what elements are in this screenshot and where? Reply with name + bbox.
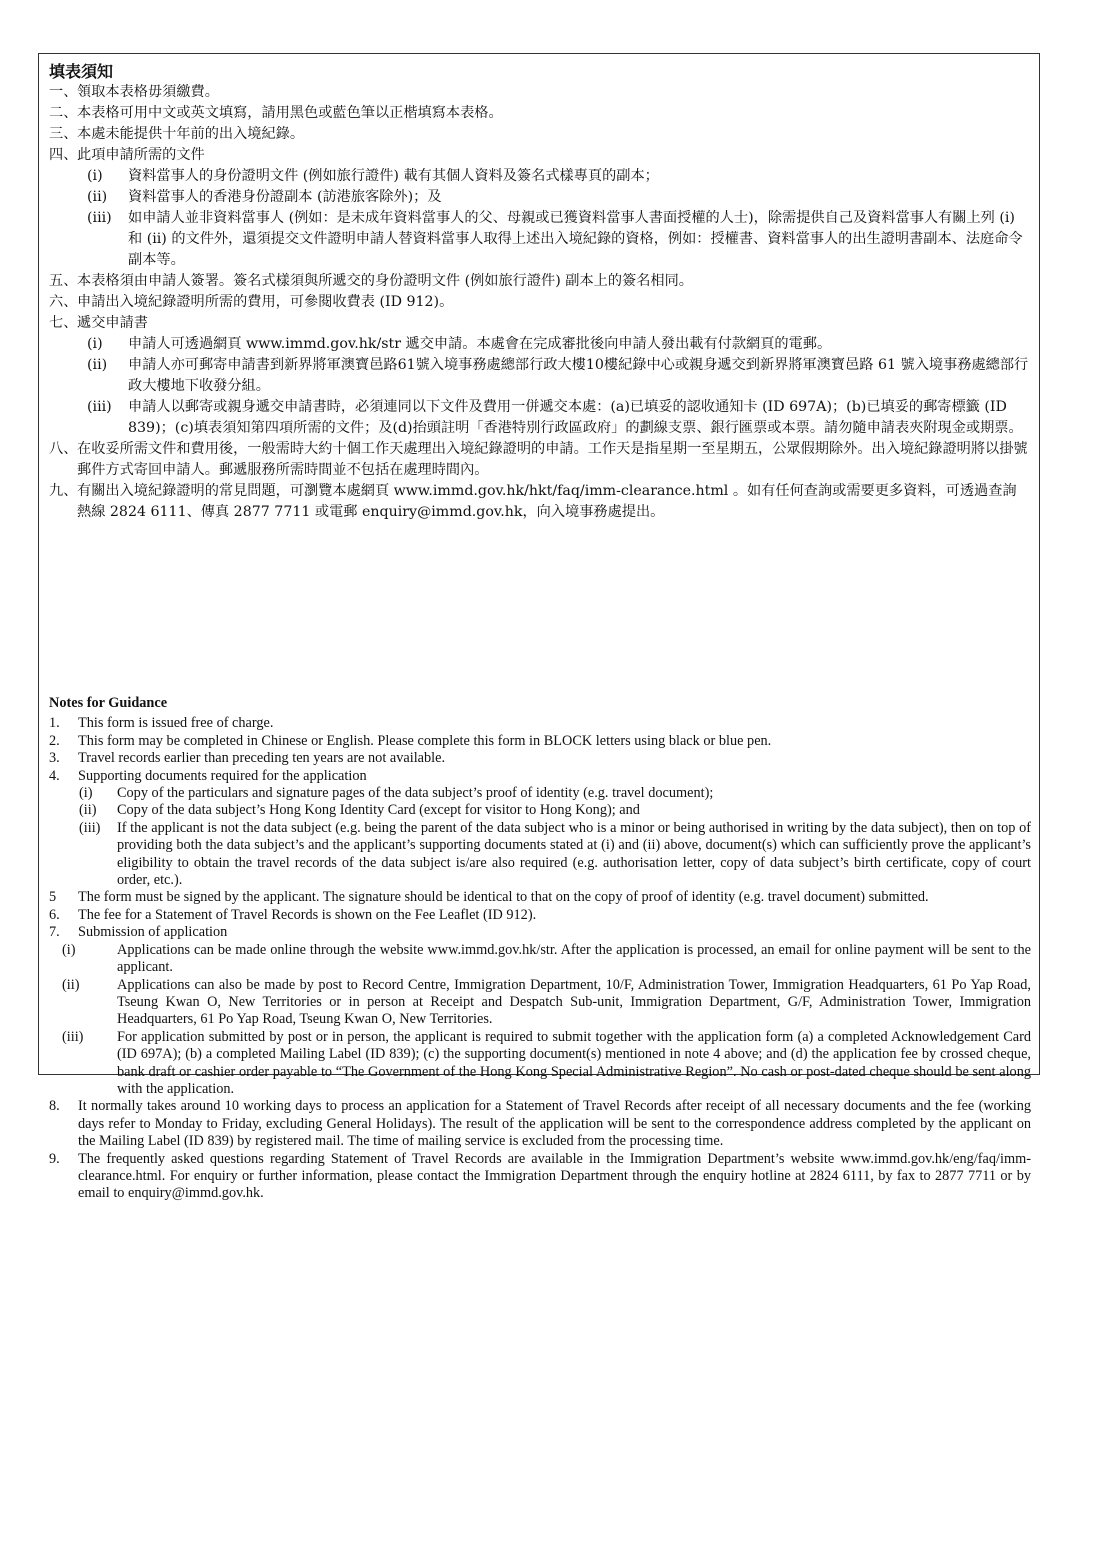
en-note-9 <box>49 1151 1031 1203</box>
note-number: 3. <box>49 750 60 767</box>
note-number: 8. <box>49 1098 60 1115</box>
en-note-7 <box>49 924 1031 941</box>
notes-frame <box>38 53 1040 1202</box>
note-text: The frequently asked questions regarding Statement of Travel Records are available in the Immigration Department’s website www.immd.gov.hk/eng/faq/imm-clearance.html. For enquiry or further information, please contact the Immigration Department through the enquiry hotline at 2824 6111, by fax to 2877 7711 or by email to enquiry@immd.gov.hk. <box>78 1150 1031 1202</box>
sub-number: (ii) <box>87 189 108 205</box>
en-note-8 <box>49 1098 1031 1150</box>
en-note-6 <box>49 907 1031 924</box>
zh-note-9 <box>49 481 1029 523</box>
note-number: 九、 <box>49 483 78 499</box>
note-number: 一、 <box>49 84 78 100</box>
sub-number: (iii) <box>62 1028 84 1045</box>
sub-text: 申請人亦可郵寄申請書到新界將軍澳寶邑路61號入境事務處總部行政大樓10樓紀錄中心或親身遞交到新界將軍澳寶邑路 61 號入境事務處總部行政大樓地下收發分組。 <box>128 357 1029 394</box>
sub-number: (ii) <box>87 357 108 373</box>
sub-number: (ii) <box>79 802 97 819</box>
note-number: 9. <box>49 1150 60 1167</box>
sub-text: If the applicant is not the data subject (e.g. being the parent of the data subject who is a minor or being authorised in writing by the data subject), then on top of providing both the data subject’s and the applicant’s supporting documents stated at (i) and (ii) above, document(s) which can sufficiently prove the applicant’s eligibility to obtain the travel records of the data subject is/are also required (e.g. authorisation letter, copy of data subject’s birth certificate, copy of court order, etc.). <box>117 819 1031 889</box>
sub-text: 如申請人並非資料當事人 (例如：是未成年資料當事人的父、母親或已獲資料當事人書面授權的人士)，除需提供自己及資料當事人有關上列 (i) 和 (ii) 的文件外，還須提交文件證明申請人替資料當事人取得上述出入境紀錄的資格，例如：授權書、資料當事人的出生證明書副本、法庭命令副本等。 <box>128 210 1023 268</box>
note-number: 二、 <box>49 105 78 121</box>
note-text: This form may be completed in Chinese or English. Please complete this form in BLOCK letters using black or blue pen. <box>78 732 772 749</box>
note-text: It normally takes around 10 working days to process an application for a Statement of Travel Records after receipt of all necessary documents and the fee (working days refer to Monday to Friday, excluding General Holidays). The result of the application will be sent to the correspondence address completed by the applicant on the Mailing Label (ID 839) by registered mail. The time of mailing service is excluded from the processing time. <box>78 1098 1031 1150</box>
sub-number: (i) <box>79 785 93 802</box>
en-note-1 <box>49 715 1031 732</box>
zh-note-4-ii <box>49 187 1029 208</box>
en-note-7-i <box>49 942 1031 977</box>
sub-text: Copy of the data subject’s Hong Kong Identity Card (except for visitor to Hong Kong); and <box>117 802 640 819</box>
zh-note-4-iii <box>49 208 1029 271</box>
zh-note-2 <box>49 103 1029 124</box>
sub-text: Applications can also be made by post to Record Centre, Immigration Department, 10/F, Administration Tower, Immigration Headquarters, 61 Po Yap Road, Tseung Kwan O, New Territories or in person at Receipt and Despatch Sub-unit, Immigration Department, G/F, Administration Tower, Immigration Headquarters, 61 Po Yap Road, Tseung Kwan O, New Territories. <box>117 976 1031 1028</box>
zh-note-7-i <box>49 334 1029 355</box>
zh-note-1 <box>49 82 1029 103</box>
zh-note-7 <box>49 313 1029 334</box>
sub-text: 資料當事人的香港身份證副本 (訪港旅客除外)；及 <box>128 189 442 205</box>
note-text: 遞交申請書 <box>77 315 148 331</box>
note-number: 五、 <box>49 273 78 289</box>
note-number: 6. <box>49 906 60 923</box>
note-text: 申請出入境紀錄證明所需的費用，可參閱收費表 (ID 912)。 <box>77 294 454 310</box>
note-text: The fee for a Statement of Travel Records is shown on the Fee Leaflet (ID 912). <box>78 906 537 923</box>
chinese-notes-title: 填表須知 <box>49 62 114 81</box>
note-text: Submission of application <box>78 924 228 941</box>
note-text: 此項申請所需的文件 <box>77 147 205 163</box>
note-number: 八、 <box>49 441 78 457</box>
sub-number: (iii) <box>79 819 101 836</box>
sub-number: (i) <box>62 941 76 958</box>
note-text: 本表格可用中文或英文填寫，請用黑色或藍色筆以正楷填寫本表格。 <box>77 105 503 121</box>
english-notes-section <box>49 695 1031 1203</box>
sub-number: (i) <box>87 168 103 184</box>
note-number: 七、 <box>49 315 78 331</box>
note-text: The form must be signed by the applicant. The signature should be identical to that on the copy of proof of identity (e.g. travel document) submitted. <box>78 889 929 906</box>
sub-number: (iii) <box>87 210 112 226</box>
zh-note-5 <box>49 271 1029 292</box>
zh-note-8 <box>49 439 1029 481</box>
note-number: 六、 <box>49 294 78 310</box>
note-text: 本處未能提供十年前的出入境紀錄。 <box>77 126 305 142</box>
en-note-4-i <box>49 785 1031 802</box>
note-number: 1. <box>49 715 60 732</box>
zh-note-6 <box>49 292 1029 313</box>
sub-number: (i) <box>87 336 103 352</box>
note-number: 三、 <box>49 126 78 142</box>
en-note-4 <box>49 768 1031 785</box>
en-note-7-iii <box>49 1029 1031 1099</box>
zh-note-4-i <box>49 166 1029 187</box>
zh-note-7-iii <box>49 397 1029 439</box>
sub-text: Copy of the particulars and signature pages of the data subject’s proof of identity (e.g. travel document); <box>117 785 714 802</box>
english-notes-title: Notes for Guidance <box>49 695 168 711</box>
chinese-notes-section <box>49 61 1029 523</box>
note-number: 7. <box>49 924 60 941</box>
sub-text: For application submitted by post or in person, the applicant is required to submit together with the application form (a) a completed Acknowledgement Card (ID 697A); (b) a completed Mailing Label (ID 839); (c) the supporting document(s) mentioned in note 4 above; and (d) the application fee by crossed cheque, bank draft or cashier order payable to “The Government of the Hong Kong Special Administrative Region”. No cash or post-dated cheque should be sent along with the application. <box>117 1028 1031 1097</box>
note-text: 本表格須由申請人簽署。簽名式樣須與所遞交的身份證明文件 (例如旅行證件) 副本上的簽名相同。 <box>77 273 693 289</box>
sub-number: (iii) <box>87 399 112 415</box>
zh-note-3 <box>49 124 1029 145</box>
sub-text: Applications can be made online through the website www.immd.gov.hk/str. After the application is processed, an email for online payment will be sent to the applicant. <box>117 941 1031 976</box>
en-note-5 <box>49 889 1031 906</box>
sub-number: (ii) <box>62 976 80 993</box>
en-note-4-ii <box>49 802 1031 819</box>
en-note-7-ii <box>49 977 1031 1029</box>
note-number: 四、 <box>49 147 78 163</box>
note-text: This form is issued free of charge. <box>78 715 274 732</box>
note-text: 有關出入境紀錄證明的常見問題，可瀏覽本處網頁 www.immd.gov.hk/hkt/faq/imm-clearance.html 。如有任何查詢或需要更多資料，可透過查詢熱線 2824 6111、傳真 2877 7711 或電郵 enquiry@immd.gov.hk，向入境事務處提出。 <box>77 483 1017 520</box>
sub-text: 申請人可透過網頁 www.immd.gov.hk/str 遞交申請。本處會在完成審批後向申請人發出載有付款網頁的電郵。 <box>128 336 832 352</box>
note-number: 4. <box>49 767 60 784</box>
zh-note-7-ii <box>49 355 1029 397</box>
note-number: 2. <box>49 732 60 749</box>
en-note-4-iii <box>49 820 1031 890</box>
en-note-2 <box>49 733 1031 750</box>
sub-text: 申請人以郵寄或親身遞交申請書時，必須連同以下文件及費用一併遞交本處：(a)已填妥的認收通知卡 (ID 697A)；(b)已填妥的郵寄標籤 (ID 839)；(c)填表須知第四項所需的文件；及(d)抬頭註明「香港特別行政區政府」的劃線支票、銀行匯票或本票。請勿隨申請表夾附現金或期票。 <box>128 399 1023 436</box>
sub-text: 資料當事人的身份證明文件 (例如旅行證件) 載有其個人資料及簽名式樣專頁的副本； <box>128 168 659 184</box>
en-note-3 <box>49 750 1031 767</box>
note-text: 領取本表格毋須繳費。 <box>77 84 219 100</box>
note-text: 在收妥所需文件和費用後，一般需時大約十個工作天處理出入境紀錄證明的申請。工作天是指星期一至星期五，公眾假期除外。出入境紀錄證明將以掛號郵件方式寄回申請人。郵遞服務所需時間並不包括在處理時間內。 <box>77 441 1028 478</box>
note-text: Supporting documents required for the application <box>78 767 367 784</box>
zh-note-4 <box>49 145 1029 166</box>
note-number: 5 <box>49 889 57 906</box>
note-text: Travel records earlier than preceding ten years are not available. <box>78 750 446 767</box>
